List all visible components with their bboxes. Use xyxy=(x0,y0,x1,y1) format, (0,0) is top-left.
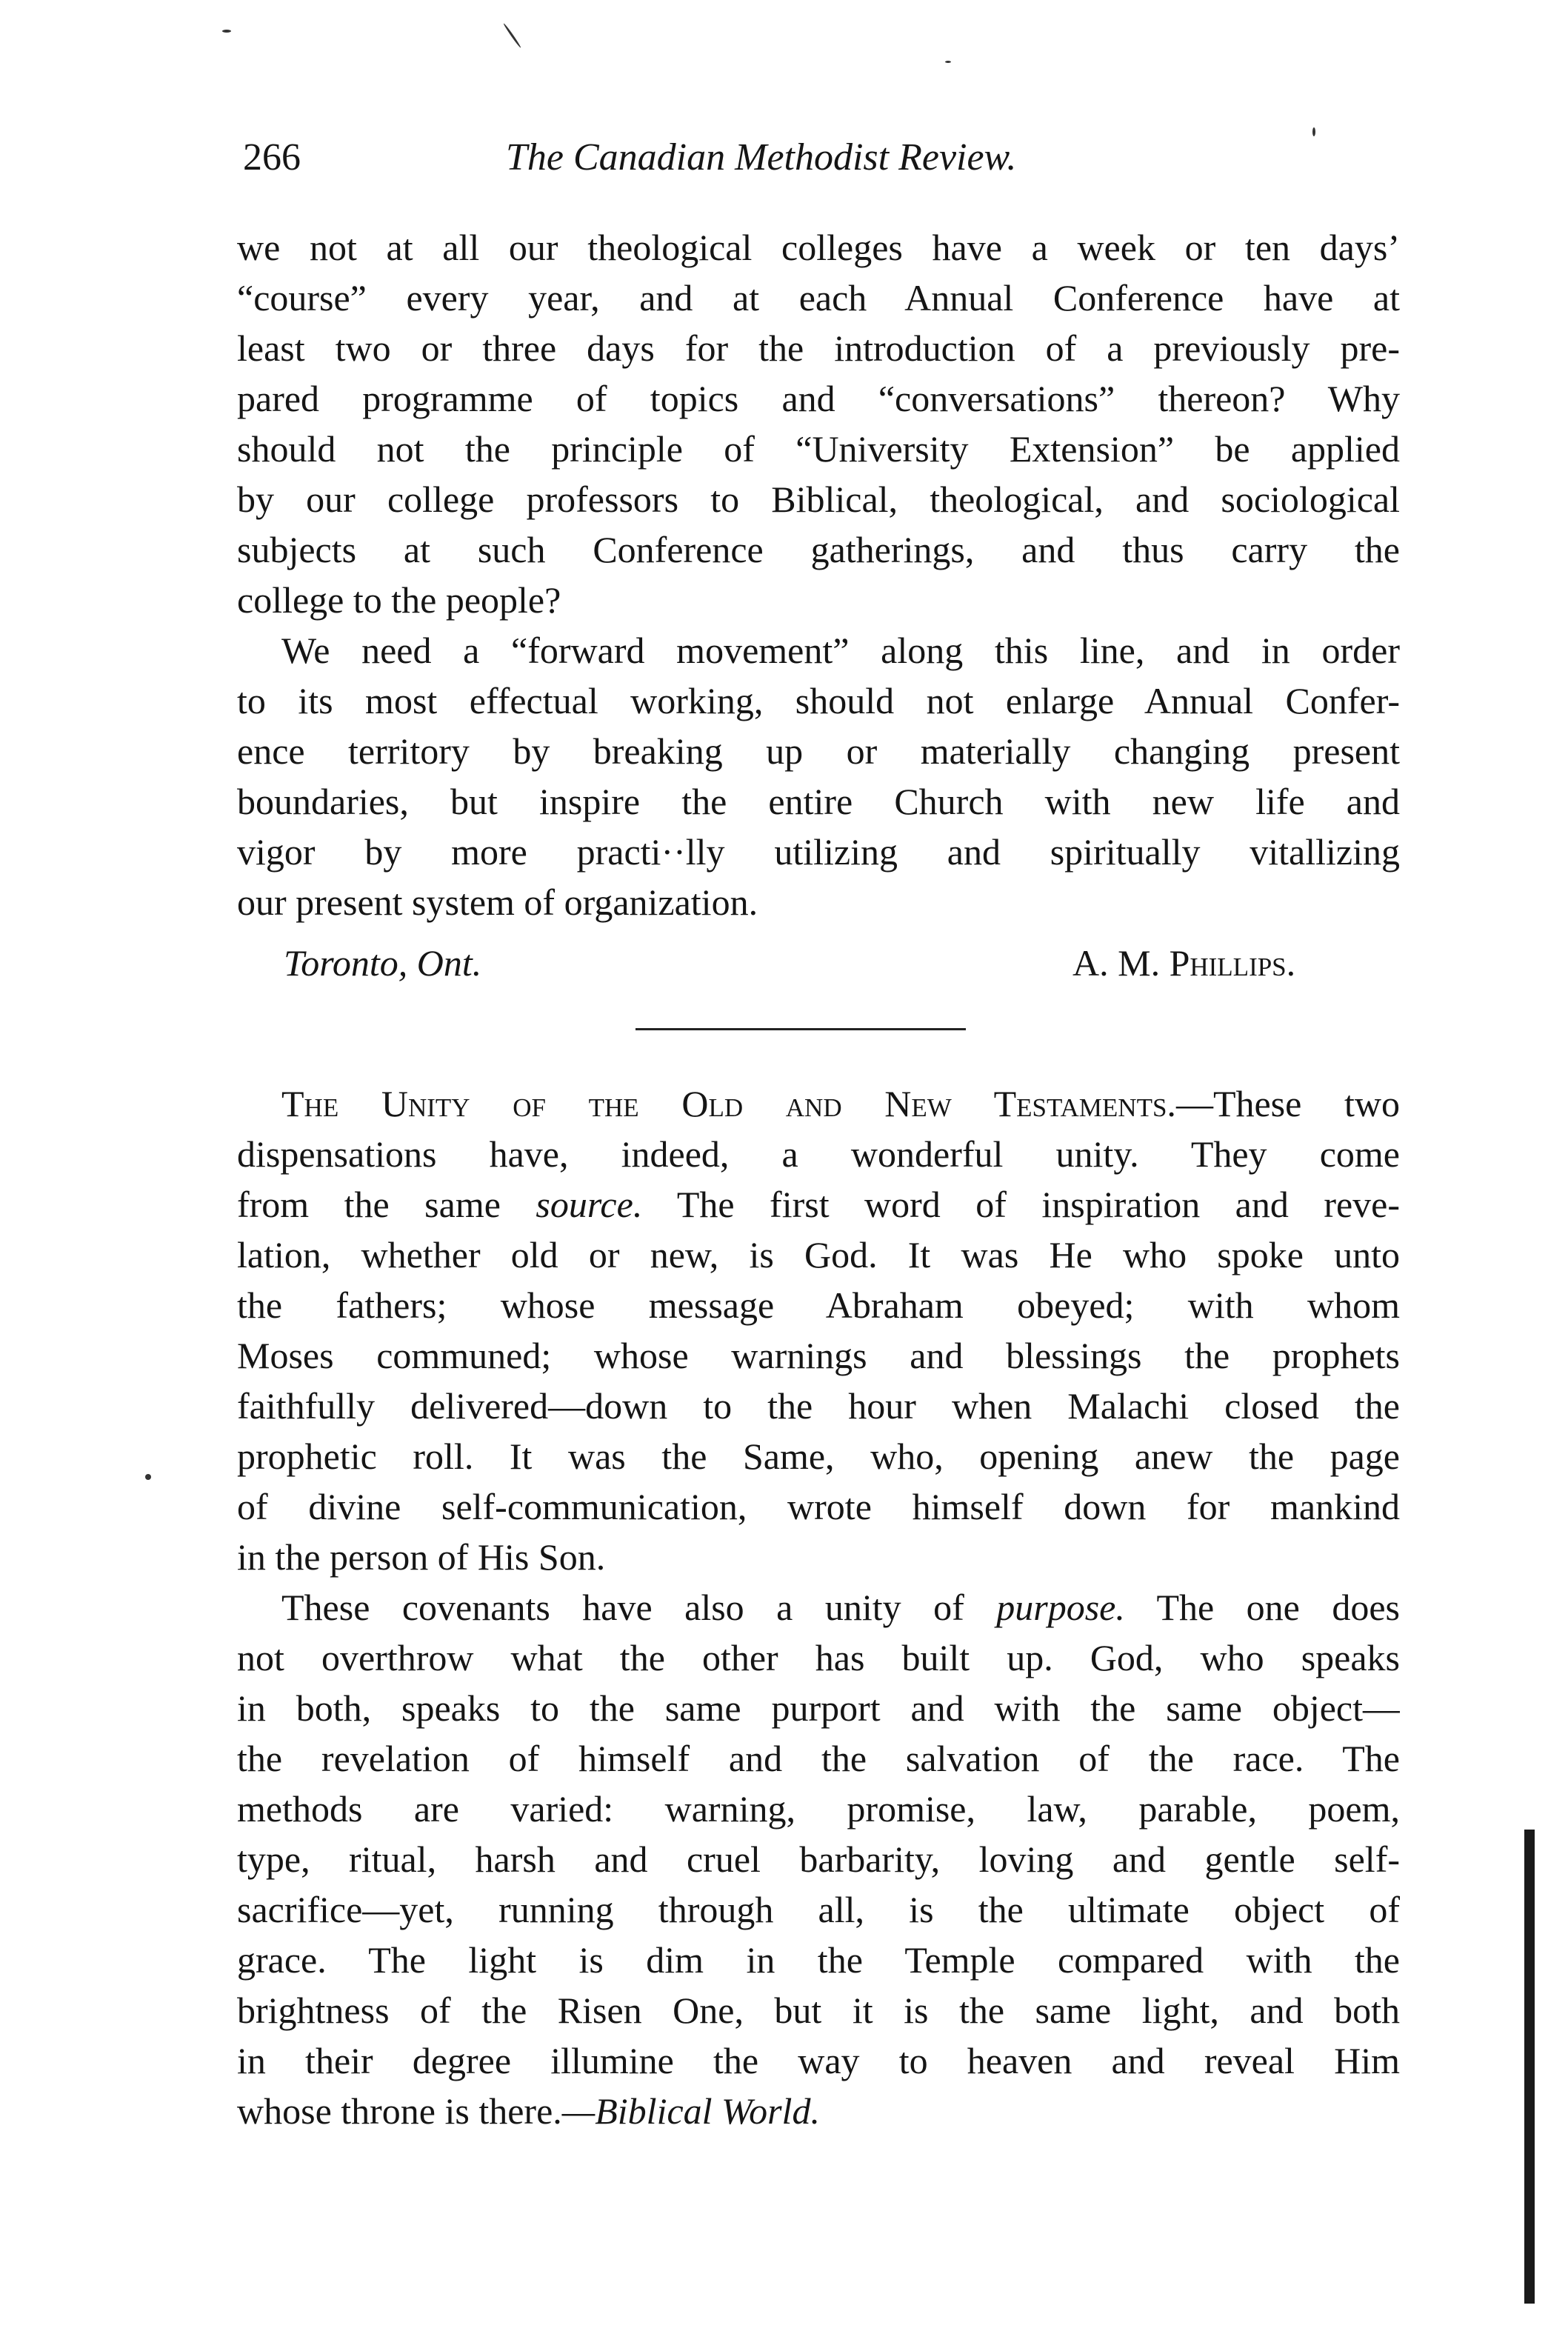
text-line: brightness of the Risen One, but it is the same light, and both xyxy=(237,1990,1400,2031)
italic-word: source. xyxy=(536,1184,643,1225)
text-line: should not the principle of “University Extension” be applied xyxy=(237,428,1400,470)
text-line: in the person of His Son. xyxy=(237,1536,606,1578)
page-number: 266 xyxy=(243,136,301,179)
text-line: sacrifice—yet, running through all, is the ultimate object of xyxy=(237,1889,1400,1930)
text-line: faithfully delivered—down to the hour when Malachi closed the xyxy=(237,1385,1400,1427)
text-line: our present system of organization. xyxy=(237,881,758,923)
signature-place: Toronto, Ont. xyxy=(284,942,482,984)
text-line: by our college professors to Biblical, theological, and sociological xyxy=(237,478,1400,520)
text-line: We need a “forward movement” along this line, and in order xyxy=(281,630,1400,671)
text-fragment: from the same xyxy=(237,1184,536,1225)
section-divider xyxy=(635,1028,966,1030)
text-line xyxy=(237,1582,1400,1633)
text-line xyxy=(237,2086,1400,2136)
scan-speck xyxy=(503,23,521,48)
text-line: not overthrow what the other has built up. God, who speaks xyxy=(237,1637,1400,1678)
text-line: “course” every year, and at each Annual Conference have at xyxy=(237,277,1400,319)
text-line: the fathers; whose message Abraham obeyed; with whom xyxy=(237,1284,1400,1326)
text-line: of divine self-communication, wrote himself down for mankind xyxy=(237,1486,1400,1527)
source-citation: —Biblical World. xyxy=(561,2090,820,2132)
text-line: we not at all our theological colleges have a week or ten days’ xyxy=(237,227,1400,268)
scan-speck xyxy=(222,30,231,33)
text-line: type, ritual, harsh and cruel barbarity, loving and gentle self- xyxy=(237,1838,1400,1880)
running-title: The Canadian Methodist Review. xyxy=(506,136,1017,179)
text-line: the revelation of himself and the salvation of the race. The xyxy=(237,1738,1400,1779)
text-line: pared programme of topics and “conversations” thereon? Why xyxy=(237,378,1400,419)
text-line: ence territory by breaking up or materially changing present xyxy=(237,730,1400,772)
signature-author: A. M. Phillips. xyxy=(1072,942,1296,984)
article-unity-of-testaments xyxy=(237,1078,1400,2136)
text-line: in both, speaks to the same purport and with the same object— xyxy=(237,1687,1400,1729)
text-line: grace. The light is dim in the Temple compared with the xyxy=(237,1939,1400,1981)
text-fragment: whose throne is there. xyxy=(237,2090,562,2132)
text-fragment: The first word of inspiration and reve- xyxy=(642,1184,1400,1225)
text-line: dispensations have, indeed, a wonderful unity. They come xyxy=(237,1133,1400,1175)
text-fragment: —These two xyxy=(1175,1083,1400,1124)
text-line: least two or three days for the introduction of a previously pre- xyxy=(237,327,1400,369)
scan-edge-shadow xyxy=(1524,1830,1535,2304)
text-fragment: The one does xyxy=(1124,1587,1400,1628)
text-line: prophetic roll. It was the Same, who, opening anew the page xyxy=(237,1435,1400,1477)
running-head xyxy=(243,132,1391,184)
text-line: lation, whether old or new, is God. It was He who spoke unto xyxy=(237,1234,1400,1275)
text-line: vigor by more practi··lly utilizing and spiritually vitallizing xyxy=(237,831,1400,873)
text-line xyxy=(237,1078,1400,1129)
text-line: Moses communed; whose warnings and blessings the prophets xyxy=(237,1335,1400,1376)
text-line: subjects at such Conference gatherings, and thus carry the xyxy=(237,529,1400,570)
text-fragment: These covenants have also a unity of xyxy=(281,1587,997,1628)
text-line xyxy=(237,1179,1400,1230)
italic-word: purpose. xyxy=(996,1587,1125,1628)
article-title: The Unity of the Old and New Testaments. xyxy=(281,1083,1176,1124)
text-line: in their degree illumine the way to heaven and reveal Him xyxy=(237,2040,1400,2081)
text-line: to its most effectual working, should not enlarge Annual Confer- xyxy=(237,680,1400,721)
scan-speck xyxy=(145,1474,151,1480)
text-line: boundaries, but inspire the entire Church with new life and xyxy=(237,781,1400,822)
article-continuation xyxy=(237,222,1400,927)
text-line: college to the people? xyxy=(237,579,561,621)
text-line: methods are varied: warning, promise, law, parable, poem, xyxy=(237,1788,1400,1830)
scan-speck xyxy=(945,61,951,63)
